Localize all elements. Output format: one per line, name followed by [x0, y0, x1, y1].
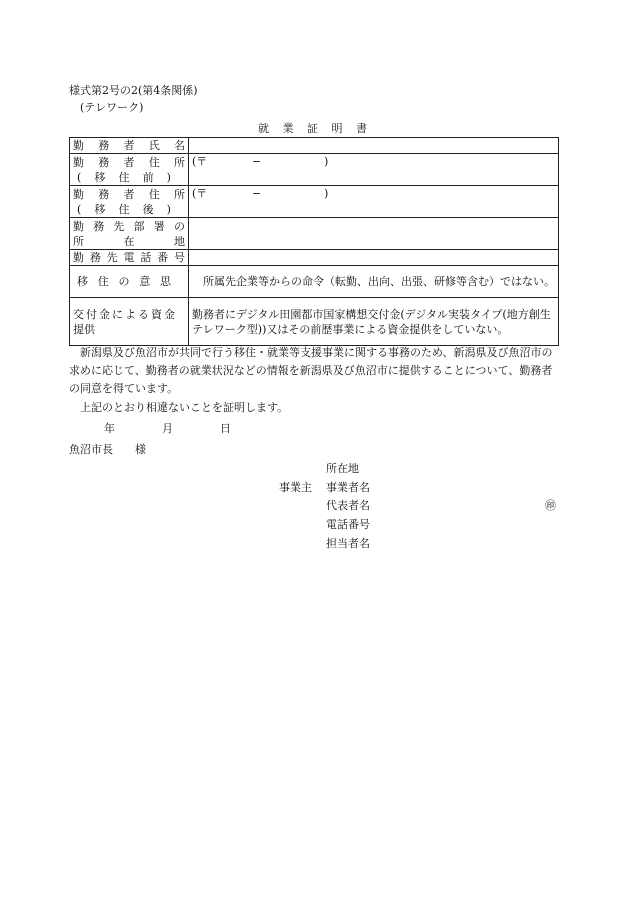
row-grant-funding — [70, 298, 559, 346]
label-line: 勤 務 者 氏 名 — [73, 139, 185, 152]
form-subtitle: (テレワーク) — [80, 101, 144, 114]
row-department-address — [70, 218, 559, 250]
employer-representative-label: 代表者名 — [326, 499, 370, 512]
department-address-value[interactable] — [189, 218, 559, 250]
consent-paragraph: 新潟県及び魚沼市が共同で行う移住・就業等支援事業に関する事務のため、新潟県及び魚沼市の求めに応じて、勤務者の就業状況などの情報を新潟県及び魚沼市に提供することについて、勤務者の同意を得ています。 — [69, 346, 553, 395]
row-address-after — [70, 186, 559, 218]
month-label: 月 — [162, 422, 173, 435]
row-workplace-phone — [70, 250, 559, 266]
grant-funding-value: 勤務者にデジタル田園都市国家構想交付金(デジタル実装タイプ(地方創生テレワーク型))又はその前歴事業による資金提供をしていない。 — [189, 298, 559, 346]
postal-code-before: (〒 − ) — [192, 155, 329, 168]
relocation-intent-label: 移 住 の 意 思 — [70, 266, 189, 298]
form-number: 様式第2号の2(第4条関係) — [69, 84, 198, 97]
address-after-value[interactable] — [189, 186, 559, 218]
date-line — [104, 420, 231, 436]
employer-business-name-label: 事業者名 — [326, 481, 370, 494]
addressee: 魚沼市長 — [69, 443, 113, 456]
grant-funding-label: 交付金による資金 提供 — [70, 298, 189, 346]
relocation-intent-value: 所属先企業等からの命令（転勤、出向、出張、研修等含む）ではない。 — [189, 266, 559, 298]
honorific: 様 — [135, 443, 146, 456]
employer-contact-label: 担当者名 — [326, 537, 370, 550]
workplace-phone-label: 勤 務 先 電 話 番 号 — [70, 250, 189, 266]
year-label: 年 — [104, 422, 115, 435]
address-before-label: 勤 務 者 住 所 ( 移 住 前 ) — [70, 154, 189, 186]
certification-statement: 上記のとおり相違ないことを証明します。 — [80, 401, 289, 414]
address-before-value[interactable] — [189, 154, 559, 186]
postal-code-after: (〒 − ) — [192, 187, 329, 200]
worker-name-value[interactable] — [189, 138, 559, 154]
certificate-table — [69, 137, 559, 346]
row-worker-name — [70, 138, 559, 154]
employer-location-label: 所在地 — [326, 462, 359, 475]
address-after-label: 勤 務 者 住 所 ( 移 住 後 ) — [70, 186, 189, 218]
worker-name-label — [70, 138, 189, 154]
row-relocation-intent — [70, 266, 559, 298]
seal-mark: ㊞ — [545, 499, 556, 512]
employer-phone-label: 電話番号 — [326, 518, 370, 531]
addressee-line — [69, 441, 146, 457]
day-label: 日 — [220, 422, 231, 435]
row-address-before — [70, 154, 559, 186]
department-address-label: 勤 務 先 部 署 の 所 在 地 — [70, 218, 189, 250]
workplace-phone-value[interactable] — [189, 250, 559, 266]
document-title: 就 業 証 明 書 — [258, 122, 372, 135]
employer-label: 事業主 — [279, 481, 312, 494]
